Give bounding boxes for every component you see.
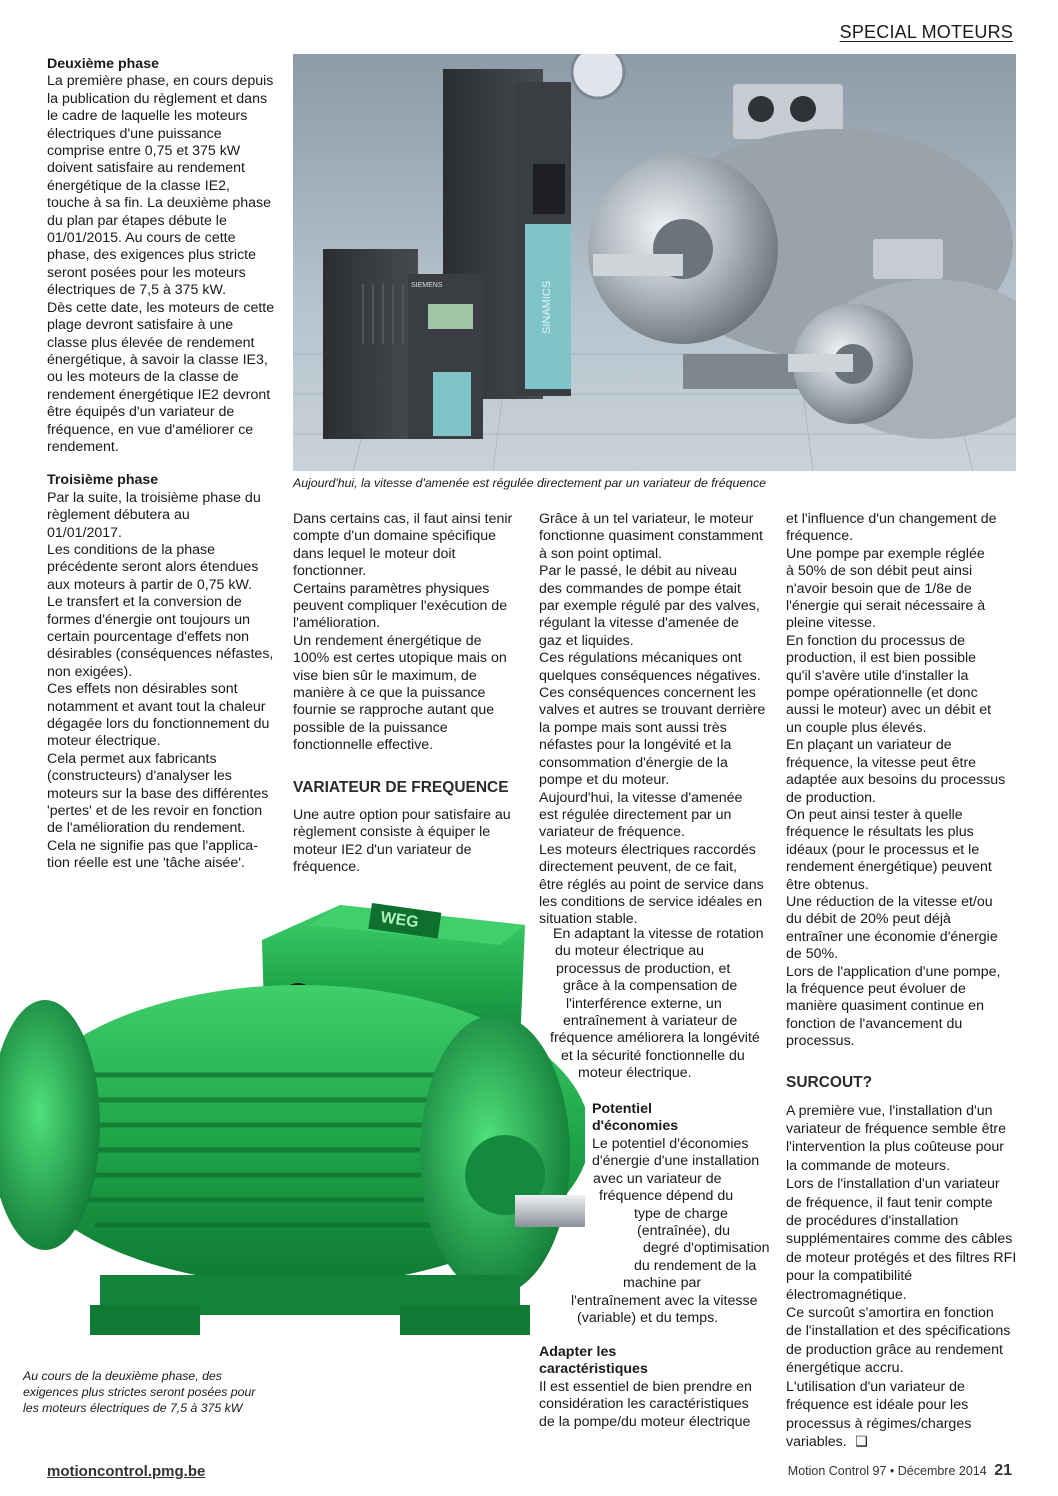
line: type de charge	[634, 1205, 728, 1222]
line: l'interférence externe, un	[566, 995, 722, 1012]
column-2	[293, 511, 523, 876]
paragraph: Grâce à un tel variateur, le moteur fonctionne quasiment constamment à son point optimal. Par le passé, le débit au niveau des commandes de pompe était par exemple régulé par des valves, régulant la vitesse d'amenée de gaz et liquides. Ces régulations mécaniques ont quelques conséquences négatives. Ces conséquences concernent les valves et autres se trouvant derrière la pompe mais sont aussi très néfastes pour la longévité et la consommation d'énergie de la pompe et du moteur. Aujourd'hui, la vitesse d'amenée est régulée directement par un variateur de fréquence. Les moteurs électriques raccordés directement peuvent, de ce fait, être réglés au point de service dans les conditions de service idéales en situation stable.	[539, 511, 766, 928]
issue-info: Motion Control 97 • Décembre 2014	[787, 1464, 987, 1478]
paragraph: A première vue, l'installation d'un variateur de fréquence semble être l'intervention la plus coûteuse pour la commande de moteurs. Lors de l'installation d'un variateur de fréquence, il faut tenir compte de procédures d'installation supplémentaires comme des câbles de moteur protégés et des filtres RFI pour la compatibilité électromagnétique. Ce surcoût s'amortira en fonction de l'installation et des spécifications de production grâce au rendement énergétique accru. L'utilisation d'un variateur de fréquence est idéale pour les processus à régimes/charges variables.	[786, 1102, 1017, 1450]
line: entraînement à variateur de	[563, 1013, 738, 1030]
paragraph: La première phase, en cours depuis la publication du règlement et dans le cadre de laquelle les moteurs électriques d'une puissance comprise entre 0,75 et 375 kW doivent satisfaire au rendement énergétique de la classe IE2, touche à sa fin. La deuxième phase du plan par étapes débute le 01/01/2015. Au cours de cette phase, des exigences plus stricte seront posées pour les moteurs électriques de 7,5 à 375 kW. Dès cette date, les moteurs de cette plage devront satisfaire à une classe plus élevée de rendement énergétique, à savoir la classe IE3, ou les moteurs de la classe de rendement énergétique IE2 devront être équipés d'un variateur de fréquence, en vue d'améliorer ce rendement.	[47, 73, 275, 455]
heading-potentiel: Potentiel d'économies	[592, 1101, 679, 1135]
page-number: 21	[994, 1462, 1012, 1479]
drive-label: SINAMICS	[541, 280, 553, 334]
line: En adaptant la vitesse de rotation	[553, 926, 764, 942]
line: du moteur électrique au	[555, 943, 705, 960]
motor-brand: WEG	[379, 909, 420, 932]
green-motor-illustration	[0, 895, 585, 1365]
caption-green-motor: Au cours de la deuxième phase, des exigences plus strictes seront posées pour les moteurs électriques de 7,5 à 375 kW	[23, 1369, 256, 1415]
column-3	[539, 511, 771, 929]
line: machine par	[623, 1275, 702, 1292]
line: (variable) et du temps.	[577, 1310, 719, 1327]
heading-variateur: VARIATEUR DE FREQUENCE	[293, 778, 509, 796]
heading-surcout: SURCOUT?	[786, 1073, 873, 1091]
paragraph: Dans certains cas, il faut ainsi tenir compte d'un domaine spécifique dans lequel le moteur doit fonctionner. Certains paramètres physiques peuvent compliquer l'exécution de l'amélioration. Un rendement énergétique de 100% est certes utopique mais on vise bien sûr le maximum, de manière à ce que la puissance fournie se rapproche autant que possible de la puissance fonctionnelle effective.	[293, 511, 513, 754]
line: avec un variateur de	[593, 1170, 722, 1187]
heading-deuxieme-phase: Deuxième phase	[47, 56, 159, 72]
section-title: SPECIAL MOTEURS	[839, 22, 1013, 42]
line: degré d'optimisation	[643, 1240, 770, 1257]
line: processus de production, et	[556, 960, 731, 977]
line: grâce à la compensation de	[563, 978, 738, 995]
line: fréquence dépend du	[599, 1188, 734, 1205]
column-1	[47, 56, 279, 873]
line: moteur électrique.	[578, 1065, 692, 1082]
footer-website[interactable]: motioncontrol.pmg.be	[47, 1463, 206, 1480]
paragraph: Une autre option pour satisfaire au règlement consiste à équiper le moteur IE2 d'un variateur de fréquence.	[293, 806, 511, 875]
end-mark: ❑	[855, 1433, 868, 1450]
line: (entraînée), du	[637, 1223, 731, 1240]
drive-brand: SIEMENS	[411, 282, 443, 289]
photo-drives-motors-illustration	[293, 54, 1016, 471]
paragraph: Par la suite, la troisième phase du règlement débutera au 01/01/2017. Les conditions de la phase précédente seront alors étendues aux moteurs à partir de 0,75 kW. Le transfert et la conversion de formes d'énergie ont toujours un certain pourcentage d'effets non désirables (conséquences néfastes, non exigées). Ces effets non désirables sont notamment et avant tout la chaleur dégagée lors du fonctionnement du moteur électrique. Cela permet aux fabricants (constructeurs) d'analyser les moteurs sur la base des différentes 'pertes' et de les revoir en fonction de l'amélioration du rendement. Cela ne signifie pas que l'applica- tion réelle est une 'tâche aisée'.	[47, 489, 274, 872]
heading-potentiel-wrap	[592, 1101, 772, 1136]
paragraph: et l'influence d'un changement de fréquence. Une pompe par exemple réglée à 50% de son débit peut ainsi n'avoir besoin que de 1/8e de l'énergie qui serait nécessaire à pleine vitesse. En fonction du processus de production, il est bien possible qu'il s'avère utile d'installer la pompe opérationnelle (et donc aussi le moteur) avec un débit et un couple plus élevés. En plaçant un variateur de fréquence, la vitesse peut être adaptée aux besoins du processus de production. On peut ainsi tester à quelle fréquence le résultats les plus idéaux (pour le processus et le rendement énergétique) peuvent être obtenus. Une réduction de la vitesse et/ou du débit de 20% peut déjà entraîner une économie d'énergie de 50%. Lors de l'application d'une pompe, la fréquence peut évoluer de manière quasiment continue en fonction de l'avancement du processus.	[786, 511, 1006, 1050]
paragraph: Il est essentiel de bien prendre en considération les caractéristiques de la pompe/du moteur électrique	[539, 1378, 752, 1430]
heading-adapter: Adapter les caractéristiques	[539, 1344, 648, 1378]
line: fréquence améliorera la longévité	[550, 1030, 760, 1047]
photo-green-motor	[0, 895, 585, 1365]
photo-drives-motors	[293, 54, 1016, 471]
line: et la sécurité fonctionnelle du	[561, 1047, 745, 1064]
line: du rendement de la	[634, 1257, 757, 1274]
footer-issue	[788, 1462, 1012, 1480]
column-4	[786, 511, 1018, 1451]
line: d'énergie d'une installation	[592, 1153, 760, 1170]
heading-troisieme-phase: Troisième phase	[47, 472, 159, 489]
line: Le potentiel d'économies	[592, 1136, 749, 1152]
line: l'entraînement avec la vitesse	[571, 1292, 758, 1309]
caption-top-photo: Aujourd'hui, la vitesse d'amenée est régulée directement par un variateur de fréquence	[293, 476, 766, 490]
